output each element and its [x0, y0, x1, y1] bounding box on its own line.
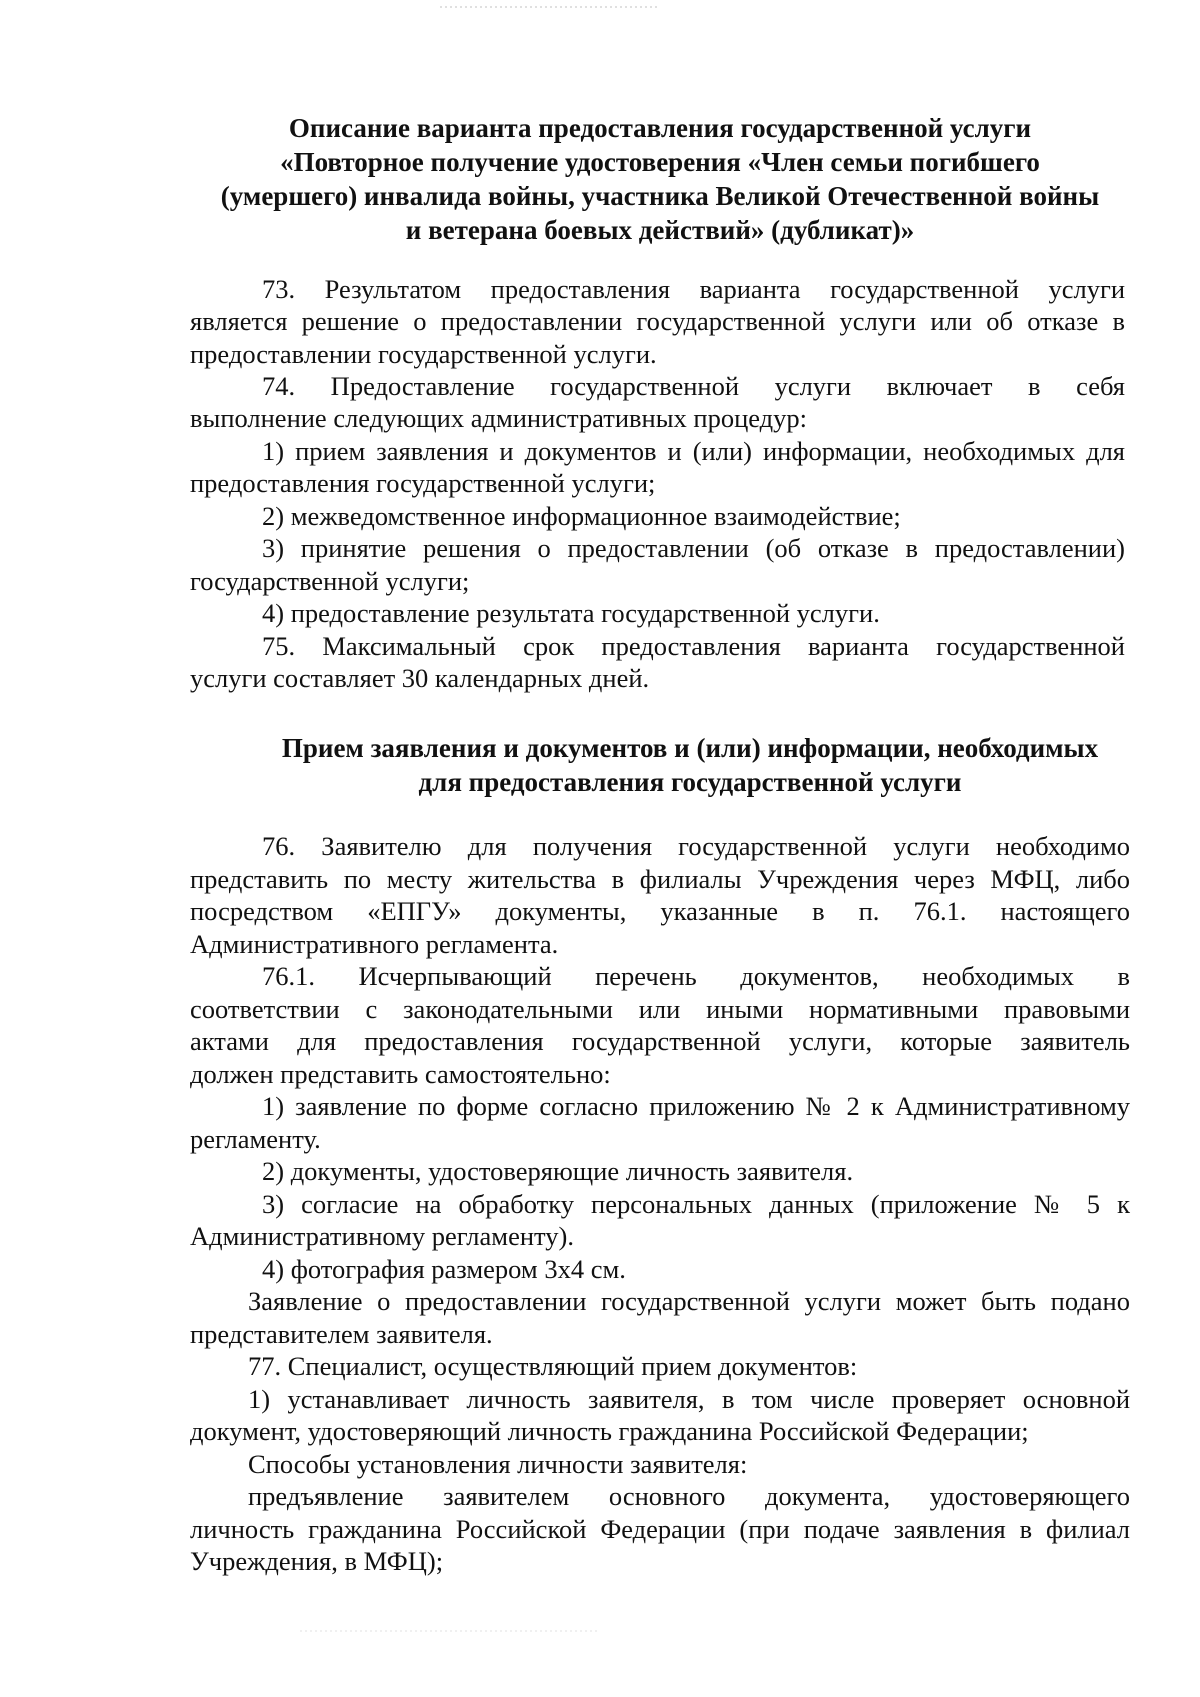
paragraph-76-line2: представить по месту жительства в филиалы Учреждения через МФЦ, либо	[190, 864, 1130, 894]
procedure-item-3-line1: 3) принятие решения о предоставлении (об отказе в предоставлении)	[262, 533, 1125, 563]
paragraph-74-line2: выполнение следующих административных процедур:	[190, 403, 808, 433]
document-item-3-line2: Административному регламенту).	[190, 1221, 574, 1251]
paragraph-76-1-line1: 76.1. Исчерпывающий перечень документов, необходимых в	[262, 961, 1130, 991]
paragraph-73-line2: является решение о предоставлении государственной услуги или об отказе в	[190, 306, 1125, 336]
identification-methods-title: Способы установления личности заявителя:	[248, 1449, 748, 1479]
heading-line: Прием заявления и документов и (или) информации, необходимых	[281, 733, 1099, 763]
check-item-1-line1: 1) устанавливает личность заявителя, в том числе проверяет основной	[248, 1384, 1130, 1414]
document-item-2: 2) документы, удостоверяющие личность заявителя.	[262, 1156, 854, 1186]
identification-method-line3: Учреждения, в МФЦ);	[190, 1546, 444, 1576]
paragraph-76-1-line4: должен представить самостоятельно:	[190, 1059, 611, 1089]
paragraph-76-line1: 76. Заявителю для получения государственной услуги необходимо	[262, 831, 1130, 861]
paragraph-76-1-line3: актами для предоставления государственной услуги, которые заявитель	[190, 1026, 1130, 1056]
identification-method-line2: личность гражданина Российской Федерации (при подаче заявления в филиал	[190, 1514, 1130, 1544]
paragraph-73-line3: предоставлении государственной услуги.	[190, 339, 657, 369]
paragraph-75-line2: услуги составляет 30 календарных дней.	[190, 663, 650, 693]
procedure-item-4: 4) предоставление результата государственной услуги.	[262, 598, 880, 628]
paragraph-76-line4: Административного регламента.	[190, 929, 559, 959]
paragraph-76-line3: посредством «ЕПГУ» документы, указанные в п. 76.1. настоящего	[190, 896, 1130, 926]
heading-line: и ветерана боевых действий» (дубликат)»	[405, 215, 915, 245]
heading-line: для предоставления государственной услуги	[418, 767, 962, 797]
paragraph-73-line1: 73. Результатом предоставления варианта государственной услуги	[262, 274, 1125, 304]
document-item-3-line1: 3) согласие на обработку персональных данных (приложение № 5 к	[262, 1189, 1130, 1219]
representative-note-line1: Заявление о предоставлении государственной услуги может быть подано	[248, 1286, 1130, 1316]
representative-note-line2: представителем заявителя.	[190, 1319, 493, 1349]
procedure-item-2: 2) межведомственное информационное взаимодействие;	[262, 501, 901, 531]
heading-line: (умершего) инвалида войны, участника Великой Отечественной войны	[220, 181, 1100, 211]
procedure-item-3-line2: государственной услуги;	[190, 566, 470, 596]
document-item-4: 4) фотография размером 3х4 см.	[262, 1254, 626, 1284]
document-item-1-line1: 1) заявление по форме согласно приложению № 2 к Административному	[262, 1091, 1130, 1121]
paragraph-77-line1: 77. Специалист, осуществляющий прием документов:	[248, 1351, 858, 1381]
scan-artifact-top	[440, 6, 660, 8]
paragraph-76-1-line2: соответствии с законодательными или иными нормативными правовыми	[190, 994, 1130, 1024]
check-item-1-line2: документ, удостоверяющий личность гражданина Российской Федерации;	[190, 1416, 1029, 1446]
document-item-1-line2: регламенту.	[190, 1124, 321, 1154]
procedure-item-1-line1: 1) прием заявления и документов и (или) информации, необходимых для	[262, 436, 1125, 466]
heading-line: Описание варианта предоставления государственной услуги	[288, 113, 1032, 143]
paragraph-75-line1: 75. Максимальный срок предоставления варианта государственной	[262, 631, 1125, 661]
scan-artifact-bottom	[300, 1630, 600, 1632]
identification-method-line1: предъявление заявителем основного документа, удостоверяющего	[248, 1481, 1130, 1511]
heading-service-variant	[180, 111, 1140, 247]
heading-application-reception	[250, 731, 1130, 799]
heading-line: «Повторное получение удостоверения «Член семьи погибшего	[280, 147, 1040, 177]
paragraph-74-line1: 74. Предоставление государственной услуги включает в себя	[262, 371, 1125, 401]
procedure-item-1-line2: предоставления государственной услуги;	[190, 468, 656, 498]
